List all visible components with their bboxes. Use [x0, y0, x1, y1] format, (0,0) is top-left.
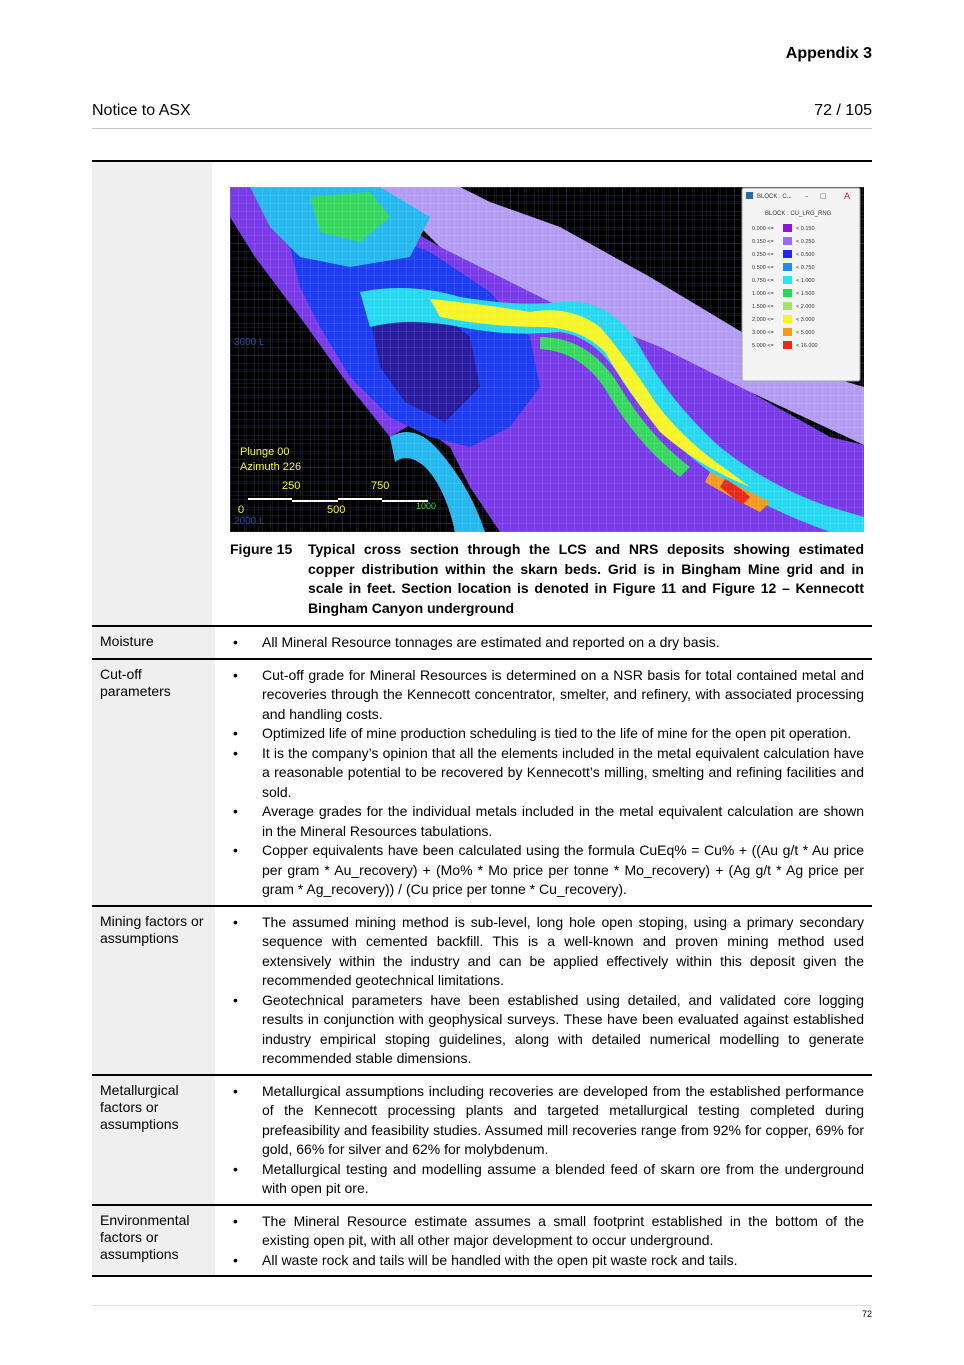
figure-cell [212, 162, 872, 625]
metallurgical-label: Metallurgical factors or assumptions [92, 1076, 215, 1204]
mining-item: • The assumed mining method is sub-level, long hole open stoping, using a primary secondary sequence with cemented backfill. This is a well-known and proven mining method used extensively within the industry and can be applied effectively within this deposit given the recommended geotechnical limitations. [233, 913, 864, 991]
legend-swatch [783, 328, 792, 336]
metallurgical-item: • Metallurgical assumptions including recoveries are developed from the established performance of the Kennecott processing plants and targeted metallurgical testing completed during prefeasibility and feasibility studies. Assumed mill recoveries range from 92% for copper, 69% for gold, 66% for silver and 62% for molybdenum. [233, 1082, 864, 1160]
cutoff-item: • Copper equivalents have been calculated using the formula CuEq% = Cu% + ((Au g/t * Au price per gram * Au_recovery) + (Mo% * Mo price per tonne * Mo_recovery) + (Ag g/t * Ag price per gram * Ag_recovery)) / (Cu price per tonne * Cu_recovery). [233, 841, 864, 900]
page-counter: 72 / 105 [814, 102, 872, 119]
cutoff-label: Cut-off parameters [92, 660, 215, 905]
figure-number: Figure 15 [230, 541, 293, 557]
document-title: Notice to ASX [92, 102, 191, 119]
legend-lower-bound: 3.000 <= [752, 330, 774, 336]
plunge-label: Plunge 00 [240, 446, 290, 458]
window-app-icon [746, 192, 753, 199]
legend-title: BLOCK : CU_LRG_RNG [765, 211, 832, 217]
cutoff-item: • Average grades for the individual metals included in the metal equivalent calculation are shown in the Mineral Resources tabulations. [233, 802, 864, 841]
environmental-list [233, 1212, 864, 1271]
legend-lower-bound: 2.000 <= [752, 317, 774, 323]
legend-swatch [783, 341, 792, 349]
level-label-2000: 2000 L [234, 516, 265, 527]
legend-lower-bound: 0.150 <= [752, 239, 774, 245]
mining-row [92, 907, 872, 1076]
cutoff-row [92, 660, 872, 907]
legend-upper-bound: < 0.150 [796, 226, 815, 232]
legend-lower-bound: 0.750 <= [752, 278, 774, 284]
cutoff-item: • Optimized life of mine production scheduling is tied to the life of mine for the open pit operation. [233, 724, 864, 744]
scale-label-1000: 1000 [416, 501, 437, 511]
cross-section-figure [230, 187, 864, 532]
legend-swatch [783, 315, 792, 323]
legend-lower-bound: 1.000 <= [752, 291, 774, 297]
legend-upper-bound: < 3.000 [796, 317, 815, 323]
minimize-icon[interactable]: – [805, 192, 809, 200]
legend-upper-bound: < 16.000 [796, 343, 818, 349]
moisture-label: Moisture [92, 627, 215, 658]
scale-label-0: 0 [238, 504, 245, 516]
moisture-item: • All Mineral Resource tonnages are estimated and reported on a dry basis. [233, 633, 864, 653]
legend-upper-bound: < 0.500 [796, 252, 815, 258]
figure-row [92, 162, 872, 627]
moisture-row [92, 627, 872, 660]
environmental-item: • The Mineral Resource estimate assumes a small footprint established in the bottom of the existing open pit, with all other major development to occur underground. [233, 1212, 864, 1251]
legend-swatch [783, 276, 792, 284]
environmental-label: Environmental factors or assumptions [92, 1206, 215, 1276]
environmental-row [92, 1206, 872, 1278]
legend-lower-bound: 5.000 <= [752, 343, 774, 349]
mining-list [233, 913, 864, 1069]
figure-caption [230, 540, 864, 618]
metallurgical-row [92, 1076, 872, 1206]
appendix-heading: Appendix 3 [785, 45, 872, 62]
maximize-icon[interactable]: □ [820, 192, 827, 200]
mining-item: • Geotechnical parameters have been established using detailed, and validated core logging results in conjunction with geophysical surveys. These have been evaluated against established industry empirical stoping guidelines, along with detailed numerical modelling to generate recommended stable dimensions. [233, 991, 864, 1069]
legend-lower-bound: 0.000 <= [752, 226, 774, 232]
scale-label-500: 500 [327, 504, 346, 516]
legend-swatch [783, 250, 792, 258]
figure-caption-text: Typical cross section through the LCS and NRS deposits showing estimated copper distribution within the skarn beds. Grid is in Bingham Mine grid and in scale in feet. Section location is denoted in Figure 11 and Figure 12 – Kennecott Bingham Canyon underground [308, 541, 864, 616]
footer-divider [92, 1305, 872, 1306]
legend-swatch [783, 224, 792, 232]
legend-swatch [783, 263, 792, 271]
resource-table [92, 160, 872, 1277]
scale-label-250: 250 [282, 480, 301, 492]
metallurgical-item: • Metallurgical testing and modelling assume a blended feed of skarn ore from the underground with open pit ore. [233, 1160, 864, 1199]
cutoff-list [233, 666, 864, 900]
legend-lower-bound: 0.500 <= [752, 265, 774, 271]
level-label-3000: 3000 L [234, 337, 265, 348]
legend-upper-bound: < 5.000 [796, 330, 815, 336]
cutoff-item: • Cut-off grade for Mineral Resources is determined on a NSR basis for total contained metal and recoveries through the Kennecott concentrator, smelter, and refinery, with associated processing and handling costs. [233, 666, 864, 725]
legend-swatch [783, 302, 792, 310]
legend-window-title: BLOCK : C... [757, 194, 792, 200]
metallurgical-list [233, 1082, 864, 1199]
legend-upper-bound: < 1.000 [796, 278, 815, 284]
legend-upper-bound: < 1.500 [796, 291, 815, 297]
figure-row-label [92, 162, 212, 625]
close-icon[interactable]: A [844, 192, 851, 202]
legend-upper-bound: < 2.000 [796, 304, 815, 310]
legend-window[interactable] [742, 188, 860, 381]
legend-upper-bound: < 0.750 [796, 265, 815, 271]
legend-lower-bound: 0.250 <= [752, 252, 774, 258]
legend-lower-bound: 1.500 <= [752, 304, 774, 310]
azimuth-label: Azimuth 226 [240, 461, 302, 473]
footer-page-number: 72 [861, 1309, 872, 1319]
legend-swatch [783, 237, 792, 245]
legend-upper-bound: < 0.250 [796, 239, 815, 245]
cutoff-item: • It is the company’s opinion that all the elements included in the metal equivalent calculation have a reasonable potential to be recovered by Kennecott’s milling, smelting and refining facilities and sold. [233, 744, 864, 803]
environmental-item: • All waste rock and tails will be handled with the open pit waste rock and tails. [233, 1251, 864, 1271]
legend-swatch [783, 289, 792, 297]
scale-label-750: 750 [371, 480, 390, 492]
header-divider [92, 128, 872, 129]
mining-label: Mining factors or assumptions [92, 907, 215, 1074]
moisture-list [233, 633, 864, 653]
